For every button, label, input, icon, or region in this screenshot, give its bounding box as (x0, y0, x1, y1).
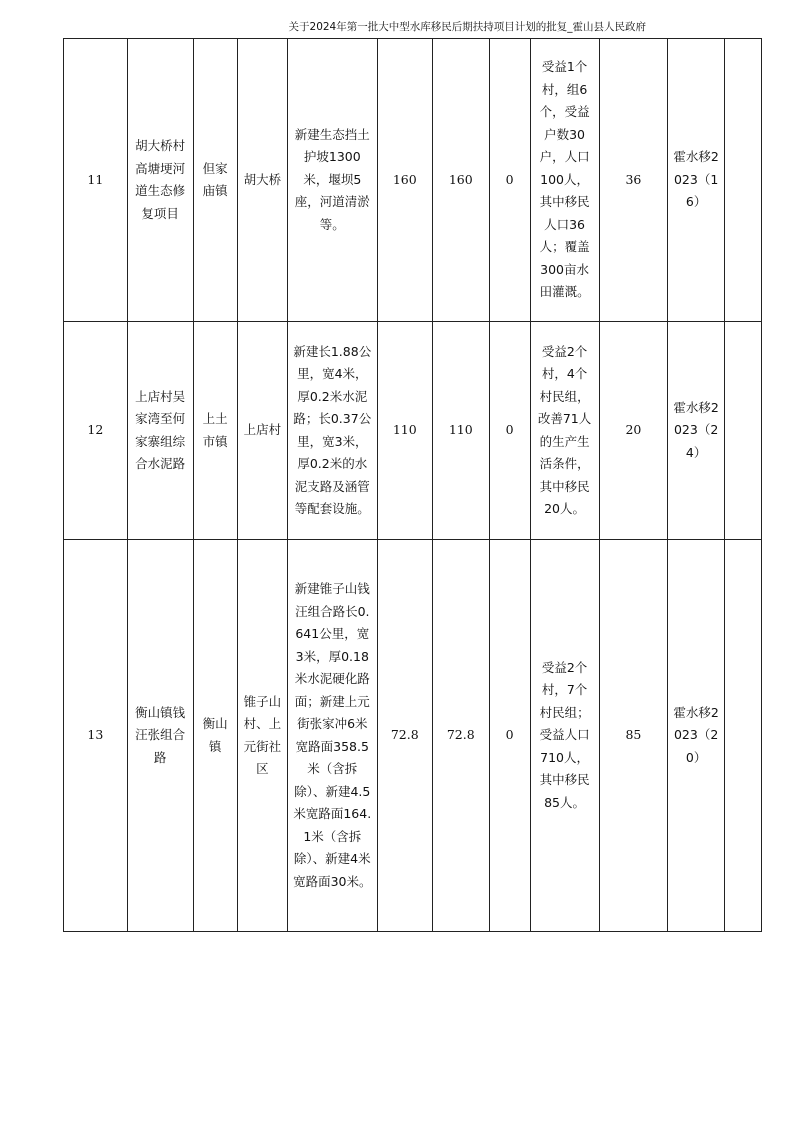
support-fund: 110 (433, 322, 490, 540)
table-row (64, 540, 762, 932)
benefit-description: 受益1个村，组6个，受益户数30户，人口100人，其中移民人口36人；覆盖300亩水田灌溉。 (530, 39, 599, 322)
project-name: 衡山镇钱汪张组合路 (127, 540, 193, 932)
construction-content: 新建锥子山钱汪组合路长0.641公里，宽3米，厚0.18米水泥硬化路面；新建上元街张家冲6米宽路面358.5米（含拆除）、新建4.5米宽路面164.1米（含拆除）、新建4米宽路面30米。 (288, 540, 377, 932)
benefit-description: 受益2个村，4个村民组，改善71人的生产生活条件，其中移民20人。 (530, 322, 599, 540)
other-fund: 0 (489, 322, 530, 540)
project-name: 胡大桥村高塘埂河道生态修复项目 (127, 39, 193, 322)
table-row (64, 39, 762, 322)
other-fund: 0 (489, 39, 530, 322)
page-header-text: 关于2024年第一批大中型水库移民后期扶持项目计划的批复_霍山县人民政府 (288, 21, 646, 33)
support-fund: 160 (433, 39, 490, 322)
total-investment: 72.8 (377, 540, 433, 932)
document-number: 霍水移2023（16） (668, 39, 725, 322)
page-header (0, 19, 794, 35)
village-name: 锥子山村、上元街社区 (237, 540, 287, 932)
remarks-cell (724, 322, 761, 540)
other-fund: 0 (489, 540, 530, 932)
document-number: 霍水移2023（20） (668, 540, 725, 932)
row-index: 13 (64, 540, 128, 932)
remarks-cell (724, 39, 761, 322)
project-name: 上店村吴家湾至何家寨组综合水泥路 (127, 322, 193, 540)
town-name: 衡山镇 (193, 540, 237, 932)
migrant-count: 85 (599, 540, 668, 932)
benefit-description: 受益2个村，7个村民组；受益人口710人，其中移民85人。 (530, 540, 599, 932)
town-name: 但家庙镇 (193, 39, 237, 322)
construction-content: 新建长1.88公里，宽4米，厚0.2米水泥路；长0.37公里，宽3米，厚0.2米的水泥支路及涵管等配套设施。 (288, 322, 377, 540)
construction-content: 新建生态挡土护坡1300米，堰坝5座，河道清淤等。 (288, 39, 377, 322)
migrant-count: 36 (599, 39, 668, 322)
village-name: 上店村 (237, 322, 287, 540)
project-table (63, 38, 762, 932)
support-fund: 72.8 (433, 540, 490, 932)
remarks-cell (724, 540, 761, 932)
total-investment: 110 (377, 322, 433, 540)
table-row (64, 322, 762, 540)
document-number: 霍水移2023（24） (668, 322, 725, 540)
total-investment: 160 (377, 39, 433, 322)
row-index: 11 (64, 39, 128, 322)
village-name: 胡大桥 (237, 39, 287, 322)
town-name: 上土市镇 (193, 322, 237, 540)
migrant-count: 20 (599, 322, 668, 540)
row-index: 12 (64, 322, 128, 540)
